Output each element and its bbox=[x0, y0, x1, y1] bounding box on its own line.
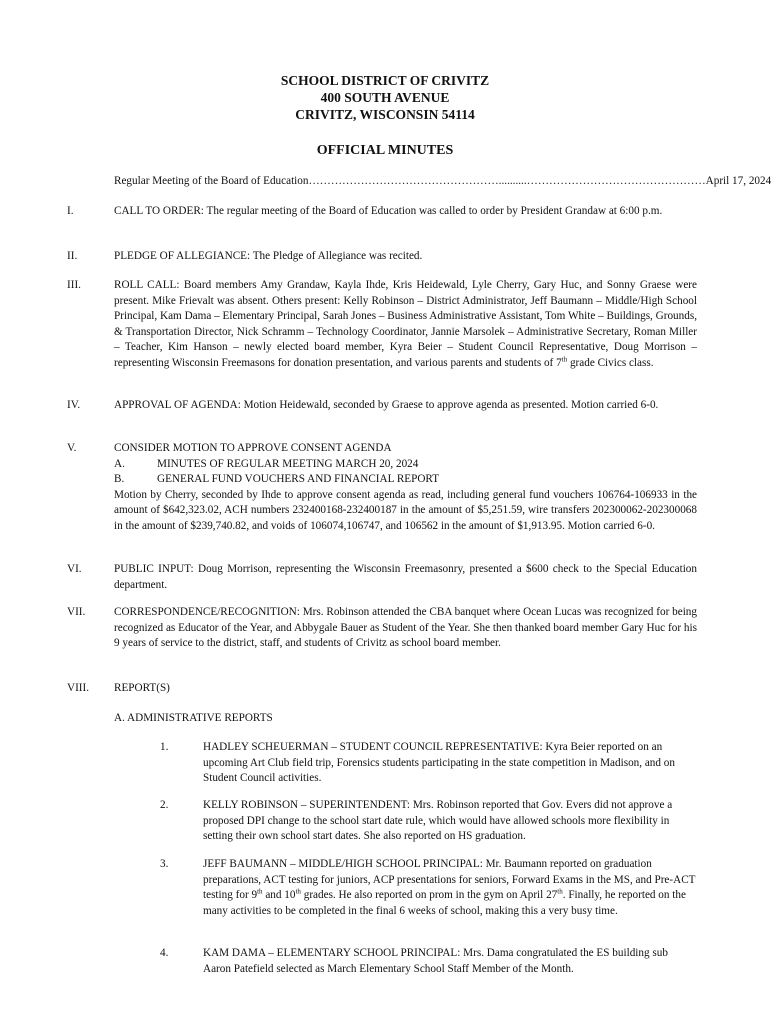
ordinal-suffix: th bbox=[295, 887, 301, 896]
ordinal-suffix: th bbox=[557, 887, 563, 896]
section-approval-of-agenda bbox=[67, 398, 697, 414]
meeting-leader-dots: ……………………………………………..........………………………………………… bbox=[308, 175, 706, 187]
section-text: APPROVAL OF AGENDA: Motion Heidewald, seconded by Graese to approve agenda as presented. Motion carried 6-0. bbox=[114, 399, 659, 411]
section-call-to-order bbox=[67, 204, 697, 220]
report-item bbox=[160, 857, 698, 919]
report-item bbox=[160, 740, 698, 787]
roll-call-tail: grade Civics class. bbox=[567, 356, 654, 369]
report-text: KELLY ROBINSON – SUPERINTENDENT: Mrs. Robinson reported that Gov. Evers did not approve a proposed DPI change to the school start date rule, which would have allowed schools more flexibility in setting their own school start dates. She also reported on HS graduation. bbox=[203, 799, 673, 843]
subitem-a bbox=[114, 457, 697, 473]
section-heading: CONSIDER MOTION TO APPROVE CONSENT AGENDA bbox=[114, 442, 392, 454]
section-text bbox=[114, 278, 697, 372]
section-reports bbox=[67, 681, 697, 697]
report-number: 4. bbox=[160, 947, 169, 959]
section-number: I. bbox=[67, 205, 74, 217]
section-text: CORRESPONDENCE/RECOGNITION: Mrs. Robinson attended the CBA banquet where Ocean Lucas was recognized for being recognized as Educator of the Year, and Abbygale Bauer as Student of the Year. She then thanked board member Gary Huc for his 9 years of service to the district, staff, and students of Crivitz as school board member. bbox=[114, 606, 697, 650]
section-pledge bbox=[67, 249, 697, 265]
section-number: IV. bbox=[67, 399, 81, 411]
district-name: SCHOOL DISTRICT OF CRIVITZ bbox=[280, 73, 490, 88]
section-number: III. bbox=[67, 279, 81, 291]
section-correspondence bbox=[67, 605, 697, 652]
district-city: CRIVITZ, WISCONSIN 54114 bbox=[295, 107, 475, 122]
report-item bbox=[160, 946, 698, 977]
report-text-part: JEFF BAUMANN – MIDDLE/HIGH SCHOOL PRINCIPAL: Mr. Baumann reported on graduation preparations, ACT testing for juniors, ACP presentations for seniors, Forward Exams in the MS, and Pre-ACT testing for 9 bbox=[203, 858, 696, 902]
report-number: 3. bbox=[160, 858, 169, 870]
section-number: VI. bbox=[67, 563, 82, 575]
meeting-line bbox=[114, 175, 771, 187]
district-street: 400 SOUTH AVENUE bbox=[320, 90, 450, 105]
report-text: HADLEY SCHEUERMAN – STUDENT COUNCIL REPRESENTATIVE: Kyra Beier reported on an upcoming Art Club field trip, Forensics students participating in the state competition in Madison, and on Student Council activities. bbox=[203, 741, 675, 785]
report-text: KAM DAMA – ELEMENTARY SCHOOL PRINCIPAL: Mrs. Dama congratulated the ES building sub Aaron Patefield selected as March Elementary School Staff Member of the Month. bbox=[203, 947, 668, 975]
subitem-text: GENERAL FUND VOUCHERS AND FINANCIAL REPORT bbox=[157, 473, 440, 486]
subitem-label: B. bbox=[114, 473, 125, 486]
section-text: CALL TO ORDER: The regular meeting of the Board of Education was called to order by President Grandaw at 6:00 p.m. bbox=[114, 205, 663, 217]
report-text bbox=[203, 857, 698, 919]
page-title: OFFICIAL MINUTES bbox=[316, 143, 454, 158]
section-public-input bbox=[67, 562, 697, 593]
section-roll-call bbox=[67, 278, 697, 372]
ordinal-suffix: th bbox=[561, 355, 568, 364]
section-body bbox=[114, 441, 697, 535]
section-number: V. bbox=[67, 442, 77, 454]
meeting-date: April 17, 2024 bbox=[705, 175, 771, 187]
section-number: II. bbox=[67, 250, 78, 262]
section-text: REPORT(S) bbox=[114, 682, 170, 694]
subitem-text: MINUTES OF REGULAR MEETING MARCH 20, 2024 bbox=[157, 457, 419, 470]
meeting-label: Regular Meeting of the Board of Education bbox=[114, 175, 309, 187]
section-number: VII. bbox=[67, 606, 86, 618]
section-consent-agenda bbox=[67, 441, 697, 535]
roll-call-text: ROLL CALL: Board members Amy Grandaw, Kayla Ihde, Kris Heidewald, Lyle Cherry, Gary Huc, and Sonny Graese were present. Mike Frievalt was absent. Others present: Kelly Robinson – District Administrator, Jeff Baumann – Middle/High School Principal, Kam Dama – Elementary Principal, Sarah Jones – Business Administrative Assistant, Tom White – Buildings, Grounds, & Transportation Director, Nick Schramm – Technology Coordinator, Jannie Marsolek – Administrative Secretary, Roman Miller – Teacher, Kim Hanson – newly elected board member, Kyra Beier – Student Council Representative, Doug Morrison – representing Wisconsin Freemasons for donation presentation, and various parents and students of 7 bbox=[114, 279, 697, 369]
section-text: Motion by Cherry, seconded by Ihde to approve consent agenda as read, including general fund vouchers 106764-106933 in the amount of $642,323.02, ACH numbers 232400168-232400187 in the amount of $5,251.59, wire transfers 202300062-202300068 in the amount of $239,740.82, and voids of 106074,106747, and 106562 in the amount of $1,913.95. Motion carried 6-0. bbox=[114, 488, 697, 532]
report-text-part: and 10 bbox=[262, 889, 296, 902]
report-number: 2. bbox=[160, 799, 169, 811]
ordinal-suffix: th bbox=[257, 887, 263, 896]
report-text-part: grades. He also reported on prom in the gym on April 27 bbox=[300, 889, 558, 902]
section-text: PUBLIC INPUT: Doug Morrison, representing the Wisconsin Freemasonry, presented a $600 check to the Special Education department. bbox=[114, 563, 697, 591]
administrative-reports-heading: A. ADMINISTRATIVE REPORTS bbox=[114, 712, 273, 724]
subitem-label: A. bbox=[114, 457, 125, 470]
subitem-b bbox=[114, 472, 697, 488]
section-text: PLEDGE OF ALLEGIANCE: The Pledge of Allegiance was recited. bbox=[114, 250, 423, 262]
report-item bbox=[160, 798, 698, 845]
section-number: VIII. bbox=[67, 682, 90, 694]
report-number: 1. bbox=[160, 741, 169, 753]
report-text-part: . Finally, he reported on the many activities to be completed in the final 6 weeks of school, making this a very busy time. bbox=[203, 889, 686, 917]
